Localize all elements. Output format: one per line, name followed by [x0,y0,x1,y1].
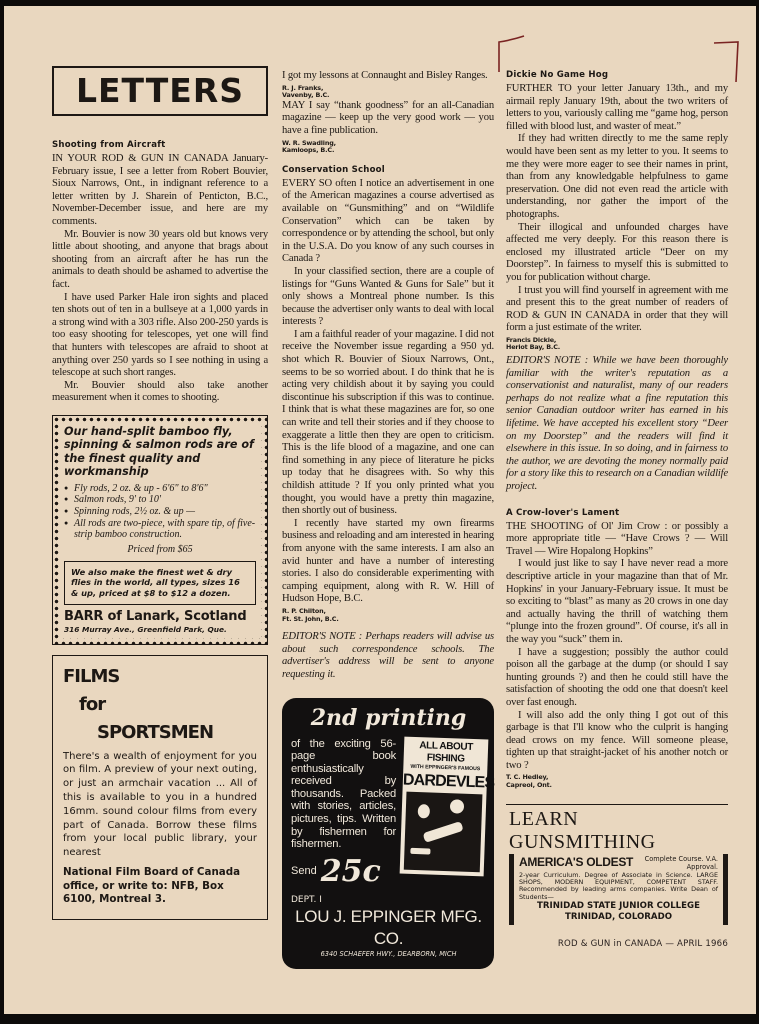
ad-title-line: FILMS [63,665,120,687]
advertiser-name: LOU J. EPPINGER MFG. CO. [295,906,482,948]
letter-paragraph: I recently have started my own firearms business and reloading and am interested in hearing from anyone with the same interests. I am also an avid hunter and have a number of interesting stories. I also do considerable experimenting with camping equipment, along with R. W. Hill of Hudson Hope, B.C. [282,517,494,605]
signature-name: R. J. Franks, [282,83,324,92]
ad-details: 2-year Curriculum. Degree of Associate in Science. LARGE SHOPS, MODERN EQUIPMENT, COMPETENT STAFF. Recommended by leading arms companies. Write Dean of Students— [519,870,718,901]
dept-label: DEPT. I [291,894,322,905]
signature-place: Ft. St. John, B.C. [282,614,339,623]
letters-column-2 [282,70,494,682]
letter-signature [282,608,494,623]
rod-list-item: ● Salmon rods, 9' to 10' [64,494,256,506]
ad-headline: Our hand-split bamboo fly, spinning & salmon rods are of the finest quality and workmanship [64,424,254,479]
signature-place: Heriot Bay, B.C. [506,343,561,352]
send-label: Send [291,865,317,878]
letter-paragraph: FURTHER TO your letter January 13th., and my airmail reply January 19th, about the two writers of letters to you, variously calling me “game hog, person filled with blood lust, and waster of meat.” [506,83,728,132]
section-title: LETTERS [75,71,245,110]
rod-list-item: ● Spinning rods, 2½ oz. & up — [64,506,256,518]
rod-list-item: ● All rods are two-piece, with spare tip, of five-strip bamboo construction. [64,518,256,541]
signature-place: Vavenby, B.C. [282,91,330,100]
letter-paragraph: Their illogical and unfounded charges have affected me very deeply. For this reason there is enclosed my illustrated article “Deer on my Doorstep”. In fairness to myself this is submitted to you for publication without charge. [506,221,728,283]
letter-paragraph: I will also add the only thing I got out of this garbage is that I'll know who the culprit is hanging dead crows on my fence. Will someone please, tighten up that straight-jacket of his another notch or two ? [506,709,728,771]
page-footer: ROD & GUN in CANADA — APRIL 1966 [557,939,728,950]
letter-heading: Shooting from Aircraft [52,140,166,150]
advertiser-address: 6340 SCHAEFER HWY., DEARBORN, MICH [320,949,457,958]
letter-paragraph: In your classified section, there are a couple of listings for “Guns Wanted & Guns for Sale” but it only shows a Montreal phone number. Is this because the advertiser only wants to deal with local interests ? [282,265,494,328]
eppinger-book-ad [282,698,494,969]
editors-note: EDITOR'S NOTE : Perhaps readers will advise us about such correspondence schools. The advertiser's address will be sent to anyone requesting it. [282,631,494,680]
ad-headline: 2nd printing [310,704,467,731]
ad-body: There's a wealth of enjoyment for you on film. A preview of your next outing, or just an armchair vacation ... All of this is available to you in a hundred 16mm. sound colour films from every part of Canada. Borrow these films from your local public library, your nearest [63,750,257,859]
editors-note: EDITOR'S NOTE : While we have been thoroughly familiar with the writer's reputation as a conservationist and naturalist, many of our readers perhaps do not realize what a fine reputation this senior Canadian outdoor writer has earned in his lifetime. We have accepted his excellent story “Deer on my Doorstep” and the readers will find it elsewhere in this issue. In so doing, and in fairness to the author, we are devoting the money normally paid for a story like this to research on a Canadian wildlife project. [506,355,728,492]
signature-name: Francis Dickie, [506,335,557,344]
advertiser-address: 316 Murray Ave., Greenfield Park, Que. [64,624,227,634]
letter-signature [506,774,728,789]
letter-paragraph: I am a faithful reader of your magazine. I did not receive the November issue regarding a 950 yd. shot which R. Bouvier of Sioux Narrows, Ont., seems to be so worried about. I do think that he is acting very childish about it by saying you could discontinue his subscription if this was to continue. I think that is what these magazines are for, so one can write and tell their stories and if they choose to exaggerate a little then they are open to criticism. This is the life blood of a magazine, and one can find something in any piece of literature he picks up today that he disagrees with. So why this childish attitude ? If you only printed what you thought, you would have a pretty thin magazine, then shortly out of business. [282,328,494,517]
pen-mark-top-left-bracket [494,34,534,74]
letters-column-3 [506,70,728,790]
gunsmithing-ad [506,804,728,930]
signature-name: T. C. Hedley, [506,773,549,782]
book-title: ALL ABOUT FISHING [419,739,474,765]
letter-heading: Conservation School [282,164,385,175]
signature-place: Kamloops, B.C. [282,146,335,155]
signature-name: R. P. Chilton, [282,606,326,615]
rod-list [64,483,256,541]
fishermen-photo [404,791,483,872]
letter-signature [282,85,494,100]
ad-price: 25c [320,853,381,889]
letter-signature [282,140,494,155]
letter-paragraph: I have used Parker Hale iron sights and placed ten shots out of ten in a bullseye at a 1,000 yards in a strong wind with a 303 rifle. Also 200-250 yards is too easy shooting for telescopes, yet one will find that hunters with telescopes are afraid to shoot at anything over 250 yards so I see nothing in using a telescope at such short ranges. [52,291,268,379]
section-header [52,66,268,116]
barr-rods-ad [52,415,268,645]
college-name: TRINIDAD STATE JUNIOR COLLEGE [537,901,700,912]
ad-headline: LEARN GUNSMITHING [509,807,656,853]
letter-paragraph: Mr. Bouvier should also take another measurement when it comes to shooting. [52,379,268,404]
flies-callout: We also make the finest wet & dry flies in the world, all types, sizes 16 & up, priced at $8 to $12 a dozen. [64,561,256,605]
column-1 [52,64,268,920]
column-3 [506,70,728,950]
letter-signature [506,337,728,352]
book-brand: DARDEVLES [402,771,495,792]
nfb-films-ad [52,655,268,920]
letter-paragraph: I got my lessons at Connaught and Bisley Ranges. [282,70,488,81]
letter-paragraph: I would just like to say I have never read a more descriptive article in your magazine than that of Mr. Hopkins' in your January-February issue. It must be so exciting to “blast” as many as 20 crows in one day and actually having the thrill of watching them “plunge into the frozen ground”. Of course, it's all in the way you “suck” them in. [506,558,728,645]
letter-paragraph: MAY I say “thank goodness” for an all-Canadian magazine — keep up the very good work — you have a fine publication. [282,99,494,136]
column-2 [282,70,494,969]
ad-title-line: for [79,693,106,715]
ad-approval: Complete Course. V.A. Approval. [644,854,718,871]
ad-price: Priced from $65 [127,543,193,555]
letter-paragraph: IN YOUR ROD & GUN IN CANADA January-February issue, I see a letter from Robert Bouvier, Sioux Narrows, Ont., in indignant reference to a letter written by J. Sharein of Penticton, B.C., November-December issue, and here are my comments. [52,153,268,227]
letter-paragraph: THE SHOOTING of Ol' Jim Crow : or possibly a more appropriate title — “Have Crows ? — Will Travel — Wire Hopalong Hopkins” [506,520,728,557]
letter-paragraph: I have a suggestion; possibly the author could poison all the garbage at the dump (or should I say hunting grounds ?) and then he could still have the satisfaction of shooting the odd one that doesn't keel over fast enough. [506,646,728,708]
letter-paragraph: If they had written directly to me the same reply would have been sent as my letter to you. It seems to me they were more eager to see their names in print, than from any knowledgable helpfulness to game preservation. One did not even read the article with understanding, nor gather the import of the photographs. [506,133,728,220]
book-subtitle: WITH EPPINGER'S FAMOUS [410,763,481,772]
letter-shooting-from-aircraft [52,140,268,405]
letter-paragraph: I trust you will find yourself in agreement with me and present this to the great number of readers of ROD & GUN IN CANADA in order that they will form a just estimate of the writer. [506,284,728,334]
letter-heading: Dickie No Game Hog [506,70,609,80]
advertiser-name: BARR of Lanark, Scotland [64,608,247,624]
ad-contact: National Film Board of Canada office, or write to: NFB, Box 6100, Montreal 3. [63,866,241,906]
signature-name: W. R. Swadling, [282,138,336,147]
book-cover-image [400,736,495,876]
letter-paragraph: Mr. Bouvier is now 30 years old but knows very little about shooting, and anyone that brags about shooting from an aircraft after he has run the animals to death should be ashamed to advertise the fact. [52,228,268,290]
ad-subheadline: AMERICA'S OLDEST [519,854,634,869]
ad-copy: of the exciting 56-page book enthusiastically received by thousands. Packed with stories, articles, pictures, tips. Written by fishermen for fishermen. [291,737,396,851]
ad-title-line: SPORTSMEN [97,721,214,743]
college-location: TRINIDAD, COLORADO [564,912,673,923]
letter-paragraph: EVERY SO often I notice an advertisement in one of the American magazines a course advertised as available on “Gunsmithing” and on “Wildlife Conservation” which can be taken by correspondence or by attending the school, but only in the U.S.A. Do you know of any such courses in Canada ? [282,177,494,265]
letter-heading: A Crow-lover's Lament [506,507,620,518]
rod-list-item: ● Fly rods, 2 oz. & up - 6'6" to 8'6" [64,483,256,495]
signature-place: Capreol, Ont. [506,781,552,790]
